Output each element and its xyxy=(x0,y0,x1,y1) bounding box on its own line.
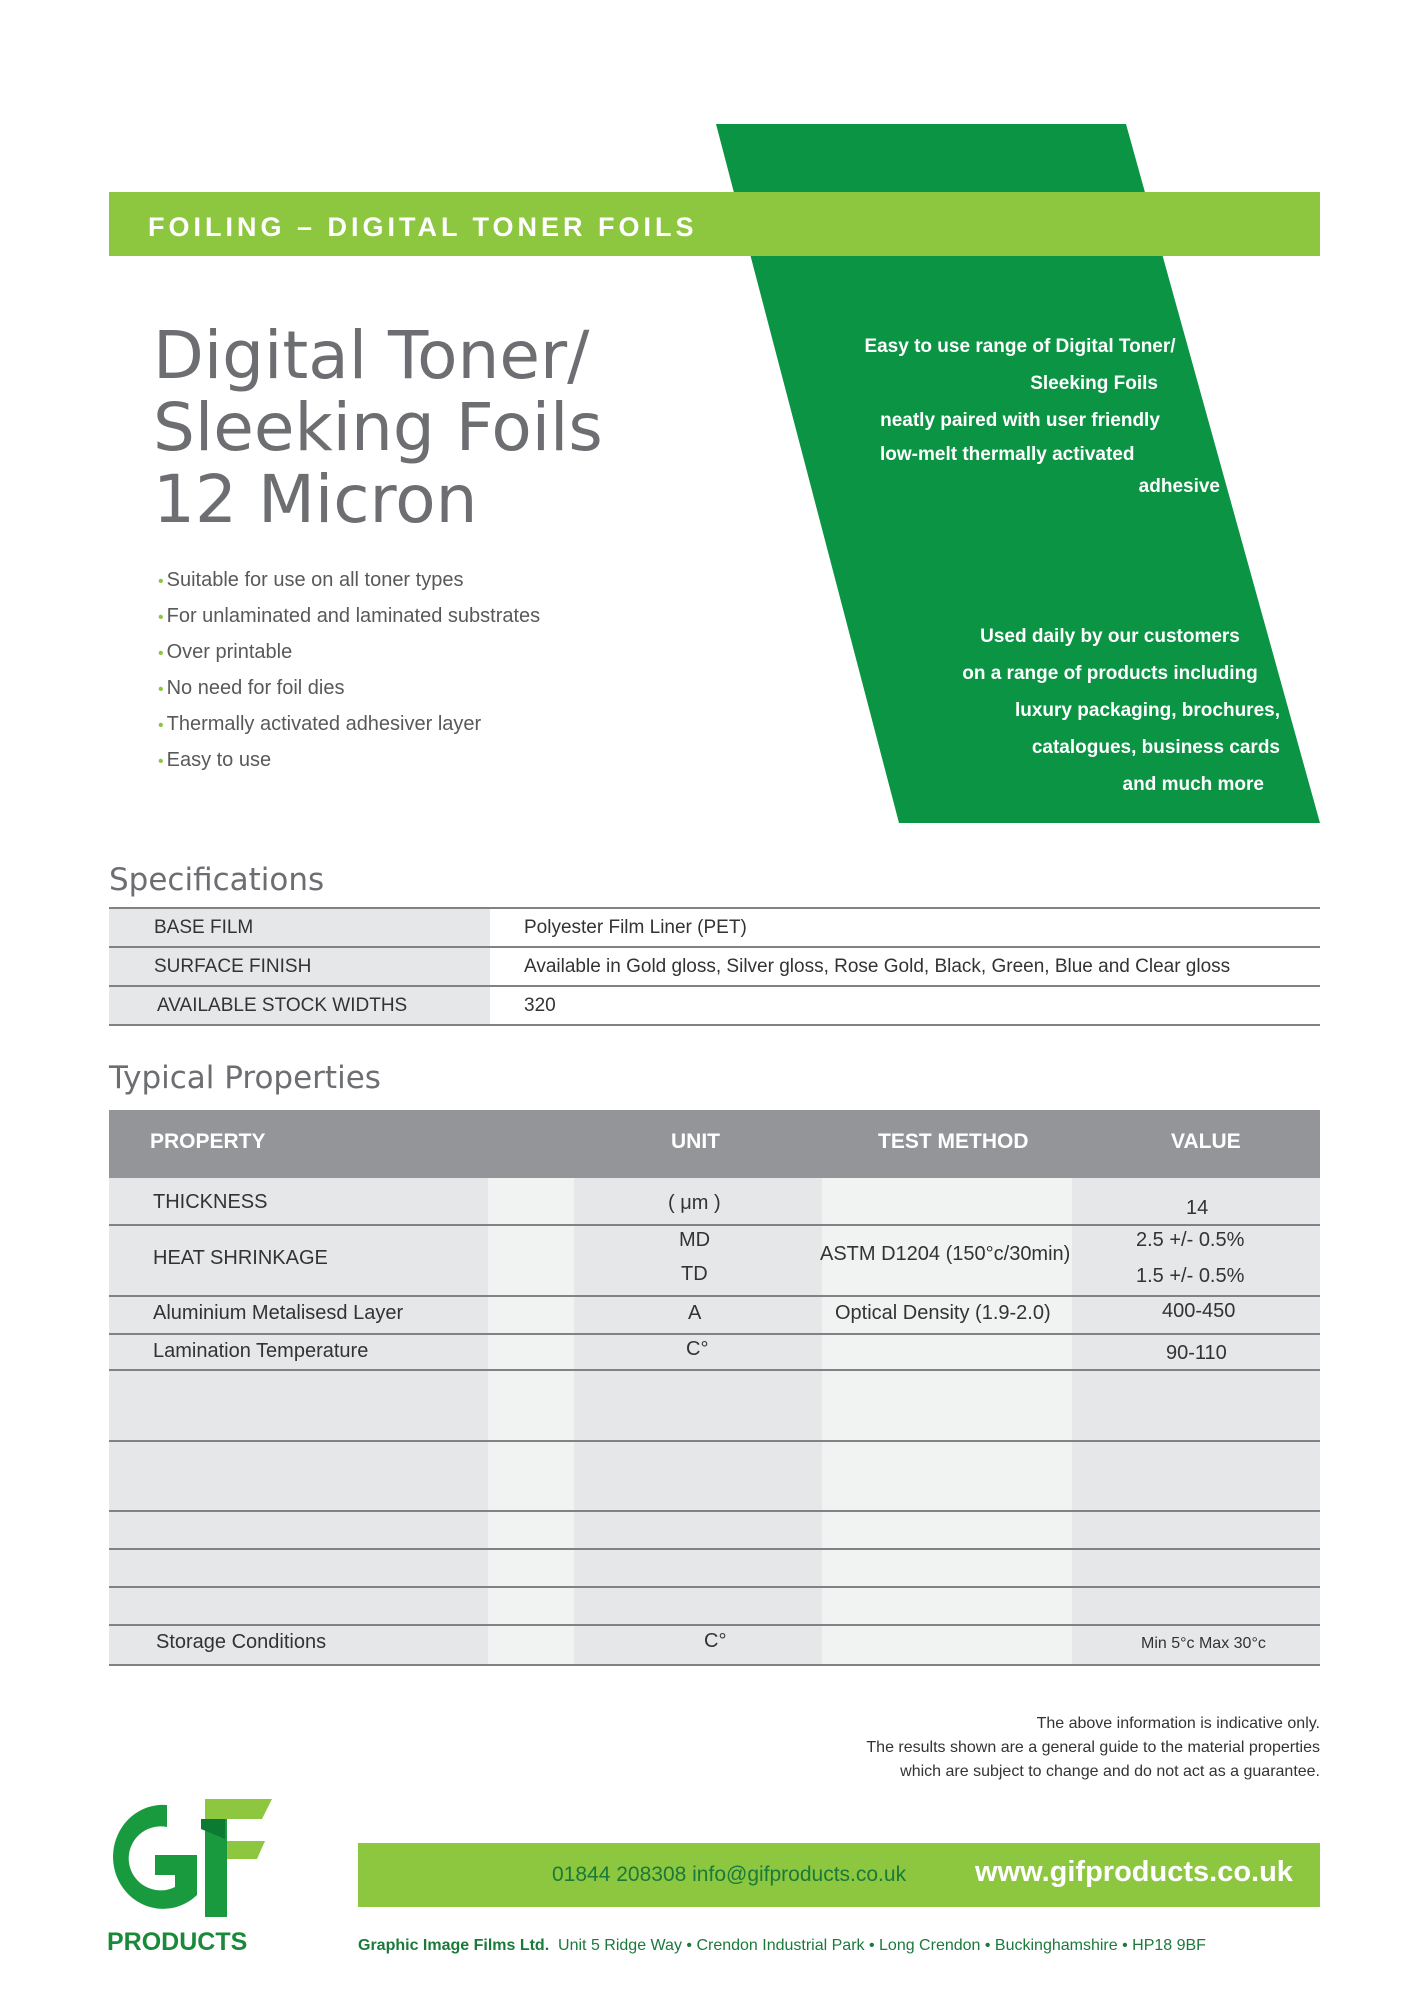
row-divider xyxy=(109,1664,1320,1666)
row-divider xyxy=(109,1624,1320,1626)
feature-item: • Easy to use xyxy=(158,749,272,771)
spacer-column xyxy=(488,1178,574,1665)
bullet-icon: • xyxy=(158,681,164,698)
feature-item: • For unlaminated and laminated substrates xyxy=(158,605,541,627)
thickness-property: THICKNESS xyxy=(153,1191,268,1213)
header-unit: UNIT xyxy=(671,1130,720,1153)
panel-intro-text: Easy to use range of Digital Toner/ Sleeking Foils neatly paired with user friendly low-melt thermally activated adhesive xyxy=(864,336,1220,497)
thickness-unit: ( μm ) xyxy=(668,1192,721,1214)
feature-item: • Thermally activated adhesiver layer xyxy=(158,713,482,735)
spec-value: Polyester Film Liner (PET) xyxy=(490,908,1320,947)
feature-item: • No need for foil dies xyxy=(158,677,345,699)
disclaimer: The above information is indicative only. The results shown are a general guide to the material properties which are subject to change and do not act as a guarantee. xyxy=(866,1715,1320,1780)
logo-wordmark: PRODUCTS xyxy=(107,1928,248,1956)
header-property: PROPERTY xyxy=(150,1130,266,1153)
row-divider xyxy=(109,1440,1320,1442)
table-row xyxy=(109,947,1320,986)
company-name: Graphic Image Films Ltd. xyxy=(358,1937,550,1954)
address-line: Unit 5 Ridge Way • Crendon Industrial Park • Long Crendon • Buckinghamshire • HP18 9BF xyxy=(558,1937,1206,1954)
title-line-1: Digital Toner/ xyxy=(153,317,590,394)
lamination-property: Lamination Temperature xyxy=(153,1340,369,1362)
bullet-icon: • xyxy=(158,753,164,770)
row-divider xyxy=(109,1510,1320,1512)
aluminium-test-method: Optical Density (1.9-2.0) xyxy=(835,1302,1051,1324)
phone-email[interactable]: 01844 208308 info@gifproducts.co.uk xyxy=(552,1863,907,1886)
row-divider xyxy=(109,1333,1320,1335)
storage-unit: C° xyxy=(704,1630,727,1652)
feature-item: • Suitable for use on all toner types xyxy=(158,569,464,591)
specifications-table xyxy=(109,907,1320,1026)
bullet-icon: • xyxy=(158,609,164,626)
heat-shrinkage-property: HEAT SHRINKAGE xyxy=(153,1247,328,1269)
product-title xyxy=(153,317,603,538)
thickness-value: 14 xyxy=(1186,1197,1209,1219)
heat-shrinkage-unit-td: TD xyxy=(681,1263,708,1285)
aluminium-property: Aluminium Metalisesd Layer xyxy=(153,1302,404,1324)
header-value: VALUE xyxy=(1171,1130,1241,1153)
aluminium-value: 400-450 xyxy=(1162,1300,1236,1322)
lamination-unit: C° xyxy=(686,1338,709,1360)
row-divider xyxy=(109,1224,1320,1226)
heat-shrinkage-value-td: 1.5 +/- 0.5% xyxy=(1136,1265,1245,1287)
header-test-method: TEST METHOD xyxy=(878,1130,1029,1153)
heat-shrinkage-test-method: ASTM D1204 (150°c/30min) xyxy=(820,1243,1071,1265)
storage-property: Storage Conditions xyxy=(156,1631,327,1653)
properties-heading: Typical Properties xyxy=(109,1060,381,1096)
spec-key: BASE FILM xyxy=(109,908,490,947)
table-row xyxy=(109,908,1320,947)
feature-item: • Over printable xyxy=(158,641,293,663)
heat-shrinkage-unit-md: MD xyxy=(679,1229,711,1251)
heat-shrinkage-value-md: 2.5 +/- 0.5% xyxy=(1136,1229,1245,1251)
spec-key: AVAILABLE STOCK WIDTHS xyxy=(109,986,490,1025)
spec-key: SURFACE FINISH xyxy=(109,947,490,986)
title-line-2: Sleeking Foils xyxy=(153,389,603,466)
company-address xyxy=(358,1937,1206,1955)
bullet-icon: • xyxy=(158,645,164,662)
row-divider xyxy=(109,1548,1320,1550)
aluminium-unit: A xyxy=(688,1302,702,1324)
storage-value: Min 5°c Max 30°c xyxy=(1141,1635,1266,1652)
row-divider xyxy=(109,1586,1320,1588)
bullet-icon: • xyxy=(158,717,164,734)
title-line-3: 12 Micron xyxy=(153,461,478,538)
row-divider xyxy=(109,1369,1320,1371)
website-link[interactable]: www.gifproducts.co.uk xyxy=(975,1856,1293,1888)
row-divider xyxy=(109,1295,1320,1297)
lamination-value: 90-110 xyxy=(1166,1342,1227,1364)
bullet-icon: • xyxy=(158,573,164,590)
panel-usage-text: Used daily by our customers on a range of products including luxury packaging, brochures, catalogues, business cards and much more xyxy=(962,626,1280,795)
spec-value: Available in Gold gloss, Silver gloss, Rose Gold, Black, Green, Blue and Clear gloss xyxy=(490,947,1320,986)
gif-logo xyxy=(97,1795,277,1925)
table-row xyxy=(109,986,1320,1025)
spec-value: 320 xyxy=(490,986,1320,1025)
category-title: FOILING – DIGITAL TONER FOILS xyxy=(148,212,698,242)
feature-list xyxy=(158,565,540,781)
specifications-heading: Specifications xyxy=(109,862,325,898)
